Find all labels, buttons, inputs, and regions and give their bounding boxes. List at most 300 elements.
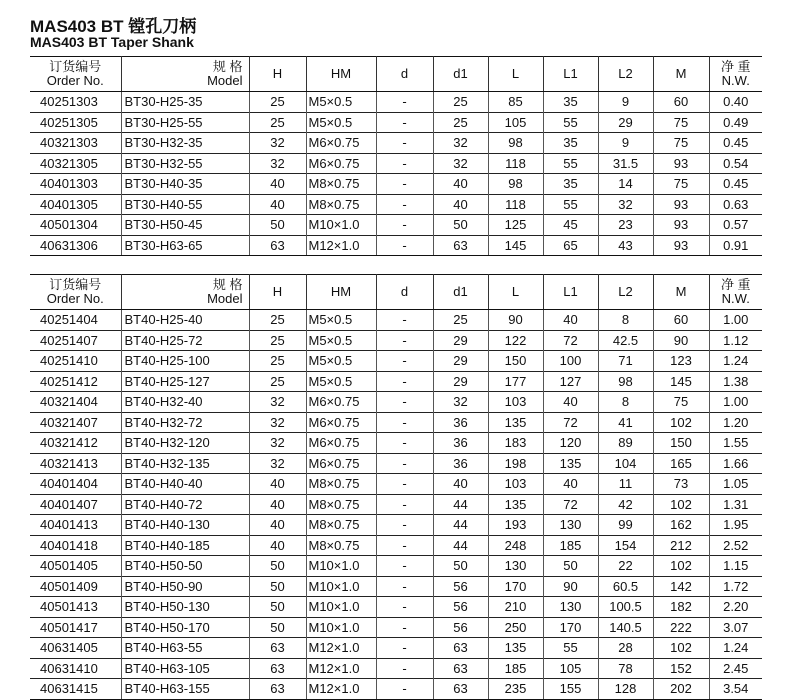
cell-l1: 50 bbox=[543, 556, 598, 577]
table-row bbox=[30, 535, 762, 556]
cell-hm: M8×0.75 bbox=[306, 474, 376, 495]
cell-l1: 72 bbox=[543, 494, 598, 515]
cell-d: - bbox=[376, 556, 433, 577]
cell-nw: 0.45 bbox=[709, 174, 762, 195]
table-header-row bbox=[30, 275, 762, 310]
cell-l2: 23 bbox=[598, 215, 653, 236]
cell-l: 90 bbox=[488, 310, 543, 331]
cell-hm: M10×1.0 bbox=[306, 617, 376, 638]
table-row bbox=[30, 433, 762, 454]
header-hm: HM bbox=[306, 57, 376, 92]
cell-l: 177 bbox=[488, 371, 543, 392]
cell-m: 60 bbox=[653, 92, 709, 113]
cell-l2: 9 bbox=[598, 133, 653, 154]
cell-h: 25 bbox=[249, 351, 306, 372]
cell-nw: 3.07 bbox=[709, 617, 762, 638]
cell-hm: M12×1.0 bbox=[306, 679, 376, 700]
cell-nw: 0.40 bbox=[709, 92, 762, 113]
cell-order-no: 40401413 bbox=[30, 515, 121, 536]
cell-m: 75 bbox=[653, 174, 709, 195]
cell-model: BT30-H40-35 bbox=[121, 174, 249, 195]
cell-model: BT40-H40-72 bbox=[121, 494, 249, 515]
bt40-spec-table bbox=[30, 274, 762, 700]
cell-m: 212 bbox=[653, 535, 709, 556]
cell-l2: 28 bbox=[598, 638, 653, 659]
cell-d1: 44 bbox=[433, 535, 488, 556]
cell-l2: 32 bbox=[598, 194, 653, 215]
cell-hm: M6×0.75 bbox=[306, 412, 376, 433]
cell-d1: 32 bbox=[433, 133, 488, 154]
header-l2: L2 bbox=[598, 57, 653, 92]
cell-model: BT40-H32-40 bbox=[121, 392, 249, 413]
cell-l2: 14 bbox=[598, 174, 653, 195]
cell-h: 50 bbox=[249, 597, 306, 618]
header-m: M bbox=[653, 57, 709, 92]
table-row bbox=[30, 310, 762, 331]
cell-m: 152 bbox=[653, 658, 709, 679]
cell-m: 102 bbox=[653, 494, 709, 515]
cell-l: 135 bbox=[488, 412, 543, 433]
cell-l: 170 bbox=[488, 576, 543, 597]
cell-m: 142 bbox=[653, 576, 709, 597]
cell-l1: 100 bbox=[543, 351, 598, 372]
cell-l: 185 bbox=[488, 658, 543, 679]
cell-model: BT30-H32-35 bbox=[121, 133, 249, 154]
cell-l2: 99 bbox=[598, 515, 653, 536]
cell-m: 202 bbox=[653, 679, 709, 700]
cell-h: 63 bbox=[249, 235, 306, 256]
cell-order-no: 40501409 bbox=[30, 576, 121, 597]
cell-nw: 2.45 bbox=[709, 658, 762, 679]
cell-d1: 32 bbox=[433, 153, 488, 174]
cell-order-no: 40501405 bbox=[30, 556, 121, 577]
cell-l2: 43 bbox=[598, 235, 653, 256]
cell-l2: 9 bbox=[598, 92, 653, 113]
cell-nw: 2.52 bbox=[709, 535, 762, 556]
cell-nw: 0.57 bbox=[709, 215, 762, 236]
cell-l: 210 bbox=[488, 597, 543, 618]
cell-model: BT40-H50-50 bbox=[121, 556, 249, 577]
table-row bbox=[30, 92, 762, 113]
cell-nw: 1.66 bbox=[709, 453, 762, 474]
cell-nw: 0.91 bbox=[709, 235, 762, 256]
cell-model: BT40-H32-72 bbox=[121, 412, 249, 433]
cell-model: BT30-H32-55 bbox=[121, 153, 249, 174]
cell-hm: M8×0.75 bbox=[306, 494, 376, 515]
table-row bbox=[30, 371, 762, 392]
cell-d1: 25 bbox=[433, 112, 488, 133]
cell-h: 25 bbox=[249, 330, 306, 351]
cell-l1: 40 bbox=[543, 310, 598, 331]
cell-model: BT40-H50-130 bbox=[121, 597, 249, 618]
cell-order-no: 40401418 bbox=[30, 535, 121, 556]
cell-l: 98 bbox=[488, 174, 543, 195]
cell-m: 182 bbox=[653, 597, 709, 618]
cell-d: - bbox=[376, 92, 433, 113]
cell-d: - bbox=[376, 392, 433, 413]
cell-d: - bbox=[376, 153, 433, 174]
cell-l2: 60.5 bbox=[598, 576, 653, 597]
cell-h: 32 bbox=[249, 453, 306, 474]
cell-d1: 40 bbox=[433, 194, 488, 215]
table-row bbox=[30, 174, 762, 195]
cell-h: 40 bbox=[249, 174, 306, 195]
cell-nw: 0.49 bbox=[709, 112, 762, 133]
cell-d: - bbox=[376, 679, 433, 700]
cell-d: - bbox=[376, 494, 433, 515]
cell-model: BT40-H25-40 bbox=[121, 310, 249, 331]
cell-l2: 42.5 bbox=[598, 330, 653, 351]
cell-d: - bbox=[376, 515, 433, 536]
cell-order-no: 40501304 bbox=[30, 215, 121, 236]
table-row bbox=[30, 474, 762, 495]
cell-l: 103 bbox=[488, 474, 543, 495]
cell-model: BT40-H63-105 bbox=[121, 658, 249, 679]
cell-l2: 128 bbox=[598, 679, 653, 700]
cell-nw: 1.00 bbox=[709, 310, 762, 331]
cell-order-no: 40251410 bbox=[30, 351, 121, 372]
cell-order-no: 40401407 bbox=[30, 494, 121, 515]
cell-model: BT40-H25-100 bbox=[121, 351, 249, 372]
cell-l: 235 bbox=[488, 679, 543, 700]
header-d: d bbox=[376, 57, 433, 92]
cell-l2: 11 bbox=[598, 474, 653, 495]
cell-model: BT40-H40-185 bbox=[121, 535, 249, 556]
cell-order-no: 40631405 bbox=[30, 638, 121, 659]
cell-order-no: 40401305 bbox=[30, 194, 121, 215]
cell-hm: M8×0.75 bbox=[306, 174, 376, 195]
table-row bbox=[30, 515, 762, 536]
cell-hm: M8×0.75 bbox=[306, 194, 376, 215]
cell-hm: M10×1.0 bbox=[306, 556, 376, 577]
table-row bbox=[30, 133, 762, 154]
cell-l: 130 bbox=[488, 556, 543, 577]
cell-hm: M10×1.0 bbox=[306, 597, 376, 618]
table-row bbox=[30, 638, 762, 659]
cell-h: 63 bbox=[249, 679, 306, 700]
cell-hm: M12×1.0 bbox=[306, 235, 376, 256]
table-row bbox=[30, 351, 762, 372]
cell-nw: 2.20 bbox=[709, 597, 762, 618]
table-row bbox=[30, 617, 762, 638]
header-h: H bbox=[249, 57, 306, 92]
cell-h: 40 bbox=[249, 515, 306, 536]
cell-d: - bbox=[376, 133, 433, 154]
cell-h: 63 bbox=[249, 658, 306, 679]
cell-l: 135 bbox=[488, 638, 543, 659]
cell-order-no: 40251412 bbox=[30, 371, 121, 392]
cell-m: 75 bbox=[653, 392, 709, 413]
cell-l2: 22 bbox=[598, 556, 653, 577]
cell-d: - bbox=[376, 371, 433, 392]
cell-l: 193 bbox=[488, 515, 543, 536]
cell-l1: 55 bbox=[543, 112, 598, 133]
cell-l2: 140.5 bbox=[598, 617, 653, 638]
cell-l1: 35 bbox=[543, 92, 598, 113]
cell-m: 102 bbox=[653, 412, 709, 433]
cell-h: 25 bbox=[249, 112, 306, 133]
cell-h: 40 bbox=[249, 535, 306, 556]
cell-order-no: 40501417 bbox=[30, 617, 121, 638]
table-header-row bbox=[30, 57, 762, 92]
table-row bbox=[30, 679, 762, 700]
cell-d: - bbox=[376, 535, 433, 556]
cell-m: 102 bbox=[653, 638, 709, 659]
cell-m: 93 bbox=[653, 235, 709, 256]
cell-l: 122 bbox=[488, 330, 543, 351]
cell-l: 150 bbox=[488, 351, 543, 372]
cell-d1: 40 bbox=[433, 474, 488, 495]
cell-nw: 3.54 bbox=[709, 679, 762, 700]
cell-l1: 55 bbox=[543, 153, 598, 174]
cell-l: 118 bbox=[488, 153, 543, 174]
table-row bbox=[30, 112, 762, 133]
cell-h: 50 bbox=[249, 556, 306, 577]
cell-hm: M12×1.0 bbox=[306, 638, 376, 659]
cell-hm: M6×0.75 bbox=[306, 433, 376, 454]
cell-l1: 65 bbox=[543, 235, 598, 256]
cell-h: 25 bbox=[249, 310, 306, 331]
cell-model: BT40-H63-155 bbox=[121, 679, 249, 700]
header-d1: d1 bbox=[433, 57, 488, 92]
cell-d1: 63 bbox=[433, 235, 488, 256]
cell-model: BT30-H40-55 bbox=[121, 194, 249, 215]
cell-d1: 29 bbox=[433, 330, 488, 351]
cell-model: BT30-H25-55 bbox=[121, 112, 249, 133]
cell-d: - bbox=[376, 215, 433, 236]
cell-hm: M6×0.75 bbox=[306, 453, 376, 474]
cell-nw: 1.38 bbox=[709, 371, 762, 392]
header-d1: d1 bbox=[433, 275, 488, 310]
cell-h: 50 bbox=[249, 576, 306, 597]
cell-order-no: 40251303 bbox=[30, 92, 121, 113]
cell-d1: 44 bbox=[433, 494, 488, 515]
cell-l2: 42 bbox=[598, 494, 653, 515]
cell-l1: 130 bbox=[543, 515, 598, 536]
cell-l2: 78 bbox=[598, 658, 653, 679]
header-model: 规 格 Model bbox=[121, 275, 249, 310]
header-l1: L1 bbox=[543, 57, 598, 92]
cell-d1: 50 bbox=[433, 556, 488, 577]
cell-l1: 170 bbox=[543, 617, 598, 638]
cell-model: BT30-H63-65 bbox=[121, 235, 249, 256]
header-model: 规 格 Model bbox=[121, 57, 249, 92]
cell-h: 50 bbox=[249, 215, 306, 236]
cell-nw: 1.95 bbox=[709, 515, 762, 536]
cell-nw: 0.54 bbox=[709, 153, 762, 174]
cell-model: BT40-H50-170 bbox=[121, 617, 249, 638]
cell-model: BT40-H40-130 bbox=[121, 515, 249, 536]
cell-h: 25 bbox=[249, 371, 306, 392]
cell-l2: 41 bbox=[598, 412, 653, 433]
cell-d1: 63 bbox=[433, 658, 488, 679]
cell-m: 93 bbox=[653, 194, 709, 215]
cell-hm: M10×1.0 bbox=[306, 576, 376, 597]
cell-h: 32 bbox=[249, 433, 306, 454]
cell-l1: 35 bbox=[543, 174, 598, 195]
cell-hm: M5×0.5 bbox=[306, 371, 376, 392]
cell-nw: 1.55 bbox=[709, 433, 762, 454]
cell-d: - bbox=[376, 112, 433, 133]
cell-m: 90 bbox=[653, 330, 709, 351]
cell-model: BT30-H50-45 bbox=[121, 215, 249, 236]
cell-l1: 155 bbox=[543, 679, 598, 700]
table-row bbox=[30, 215, 762, 236]
cell-l2: 29 bbox=[598, 112, 653, 133]
cell-h: 25 bbox=[249, 92, 306, 113]
cell-d1: 36 bbox=[433, 433, 488, 454]
header-l: L bbox=[488, 275, 543, 310]
cell-hm: M5×0.5 bbox=[306, 92, 376, 113]
cell-l2: 8 bbox=[598, 310, 653, 331]
cell-nw: 1.20 bbox=[709, 412, 762, 433]
cell-l: 105 bbox=[488, 112, 543, 133]
cell-l1: 135 bbox=[543, 453, 598, 474]
table-row bbox=[30, 412, 762, 433]
cell-d: - bbox=[376, 194, 433, 215]
cell-h: 32 bbox=[249, 153, 306, 174]
cell-l: 118 bbox=[488, 194, 543, 215]
cell-l1: 45 bbox=[543, 215, 598, 236]
page-title: MAS403 BT 镗孔刀柄 bbox=[30, 17, 197, 36]
cell-d: - bbox=[376, 433, 433, 454]
cell-h: 50 bbox=[249, 617, 306, 638]
cell-l1: 35 bbox=[543, 133, 598, 154]
cell-l1: 55 bbox=[543, 194, 598, 215]
cell-nw: 0.63 bbox=[709, 194, 762, 215]
cell-d: - bbox=[376, 330, 433, 351]
cell-order-no: 40251404 bbox=[30, 310, 121, 331]
cell-order-no: 40321412 bbox=[30, 433, 121, 454]
cell-hm: M6×0.75 bbox=[306, 392, 376, 413]
table-row bbox=[30, 235, 762, 256]
cell-l1: 105 bbox=[543, 658, 598, 679]
table-row bbox=[30, 330, 762, 351]
cell-l1: 120 bbox=[543, 433, 598, 454]
cell-m: 123 bbox=[653, 351, 709, 372]
cell-l1: 127 bbox=[543, 371, 598, 392]
cell-d1: 44 bbox=[433, 515, 488, 536]
cell-hm: M5×0.5 bbox=[306, 330, 376, 351]
header-l: L bbox=[488, 57, 543, 92]
cell-l1: 40 bbox=[543, 392, 598, 413]
table-row bbox=[30, 453, 762, 474]
cell-d1: 40 bbox=[433, 174, 488, 195]
cell-order-no: 40401303 bbox=[30, 174, 121, 195]
cell-nw: 1.00 bbox=[709, 392, 762, 413]
cell-d: - bbox=[376, 412, 433, 433]
cell-l1: 90 bbox=[543, 576, 598, 597]
cell-hm: M8×0.75 bbox=[306, 515, 376, 536]
cell-nw: 1.31 bbox=[709, 494, 762, 515]
header-order-no: 订货编号 Order No. bbox=[30, 275, 121, 310]
cell-d: - bbox=[376, 351, 433, 372]
header-h: H bbox=[249, 275, 306, 310]
cell-order-no: 40631415 bbox=[30, 679, 121, 700]
cell-d: - bbox=[376, 617, 433, 638]
cell-d1: 63 bbox=[433, 638, 488, 659]
cell-d1: 25 bbox=[433, 310, 488, 331]
cell-nw: 0.45 bbox=[709, 133, 762, 154]
cell-l: 248 bbox=[488, 535, 543, 556]
cell-l1: 130 bbox=[543, 597, 598, 618]
cell-l2: 98 bbox=[598, 371, 653, 392]
cell-d1: 29 bbox=[433, 371, 488, 392]
cell-d1: 36 bbox=[433, 453, 488, 474]
cell-hm: M5×0.5 bbox=[306, 112, 376, 133]
cell-h: 40 bbox=[249, 494, 306, 515]
cell-hm: M10×1.0 bbox=[306, 215, 376, 236]
table-row bbox=[30, 194, 762, 215]
cell-d: - bbox=[376, 310, 433, 331]
cell-l1: 40 bbox=[543, 474, 598, 495]
cell-m: 75 bbox=[653, 133, 709, 154]
cell-order-no: 40321407 bbox=[30, 412, 121, 433]
cell-d1: 63 bbox=[433, 679, 488, 700]
cell-order-no: 40321303 bbox=[30, 133, 121, 154]
cell-m: 162 bbox=[653, 515, 709, 536]
cell-order-no: 40321305 bbox=[30, 153, 121, 174]
cell-h: 63 bbox=[249, 638, 306, 659]
cell-l2: 89 bbox=[598, 433, 653, 454]
cell-d1: 32 bbox=[433, 392, 488, 413]
cell-d1: 56 bbox=[433, 576, 488, 597]
cell-hm: M5×0.5 bbox=[306, 310, 376, 331]
cell-model: BT30-H25-35 bbox=[121, 92, 249, 113]
cell-m: 60 bbox=[653, 310, 709, 331]
header-hm: HM bbox=[306, 275, 376, 310]
cell-d: - bbox=[376, 453, 433, 474]
page-subtitle: MAS403 BT Taper Shank bbox=[30, 34, 194, 50]
cell-nw: 1.12 bbox=[709, 330, 762, 351]
cell-l: 98 bbox=[488, 133, 543, 154]
cell-l2: 71 bbox=[598, 351, 653, 372]
cell-hm: M8×0.75 bbox=[306, 535, 376, 556]
cell-m: 75 bbox=[653, 112, 709, 133]
cell-hm: M5×0.5 bbox=[306, 351, 376, 372]
cell-d: - bbox=[376, 597, 433, 618]
cell-model: BT40-H25-127 bbox=[121, 371, 249, 392]
cell-l: 250 bbox=[488, 617, 543, 638]
header-m: M bbox=[653, 275, 709, 310]
cell-m: 93 bbox=[653, 153, 709, 174]
cell-d: - bbox=[376, 174, 433, 195]
cell-h: 40 bbox=[249, 474, 306, 495]
cell-m: 93 bbox=[653, 215, 709, 236]
cell-nw: 1.15 bbox=[709, 556, 762, 577]
cell-model: BT40-H40-40 bbox=[121, 474, 249, 495]
cell-l1: 55 bbox=[543, 638, 598, 659]
cell-d: - bbox=[376, 638, 433, 659]
cell-l: 198 bbox=[488, 453, 543, 474]
table-row bbox=[30, 658, 762, 679]
cell-m: 102 bbox=[653, 556, 709, 577]
cell-model: BT40-H50-90 bbox=[121, 576, 249, 597]
header-order-no: 订货编号 Order No. bbox=[30, 57, 121, 92]
cell-l: 183 bbox=[488, 433, 543, 454]
cell-d1: 29 bbox=[433, 351, 488, 372]
cell-m: 165 bbox=[653, 453, 709, 474]
cell-l2: 104 bbox=[598, 453, 653, 474]
cell-h: 40 bbox=[249, 194, 306, 215]
cell-hm: M6×0.75 bbox=[306, 153, 376, 174]
cell-order-no: 40251407 bbox=[30, 330, 121, 351]
cell-order-no: 40321404 bbox=[30, 392, 121, 413]
header-l2: L2 bbox=[598, 275, 653, 310]
cell-h: 32 bbox=[249, 412, 306, 433]
cell-d: - bbox=[376, 576, 433, 597]
cell-d1: 56 bbox=[433, 597, 488, 618]
